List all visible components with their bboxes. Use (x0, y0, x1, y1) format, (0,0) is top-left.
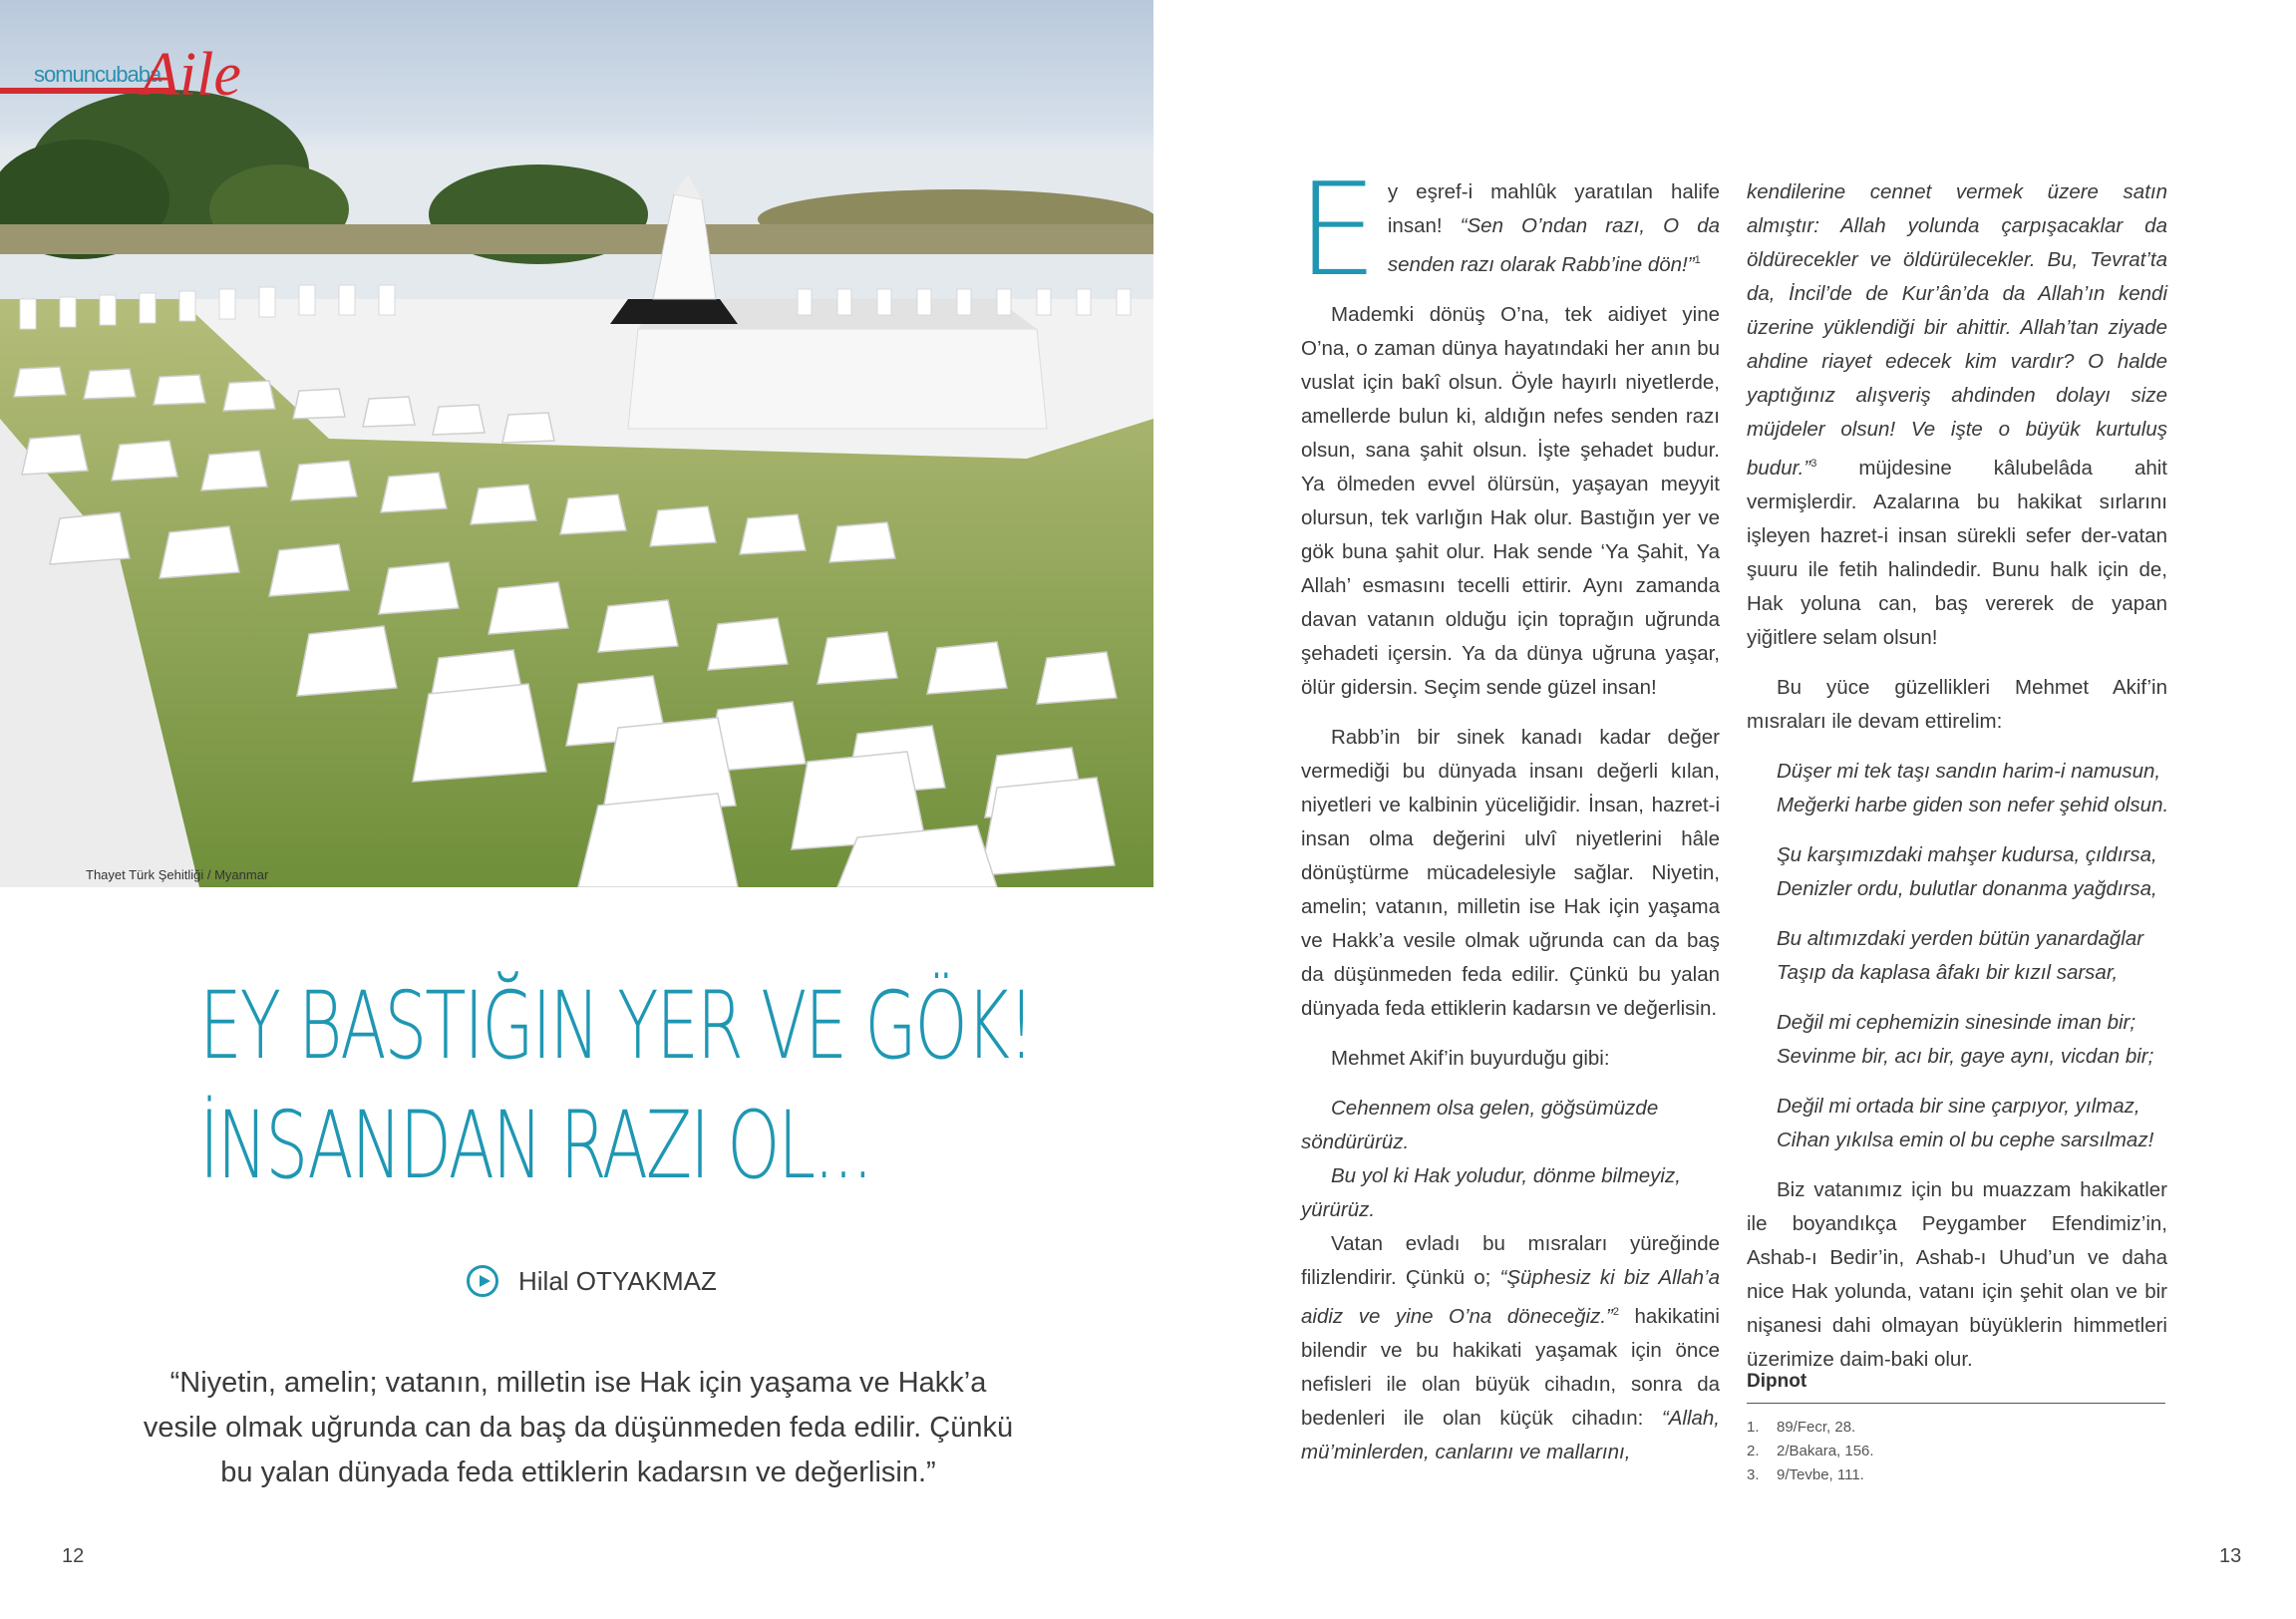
section-name: Aile (142, 41, 241, 109)
play-circle-icon (467, 1265, 498, 1297)
intro-text: y eşref-i mahlûk yaratılan halife insan! (1387, 180, 1720, 237)
poem-stanza (1301, 1092, 1720, 1227)
footnotes-title: Dipnot (1747, 1371, 2165, 1404)
poem-stanza (1747, 1090, 2167, 1157)
poem-line: Cihan yıkılsa emin ol bu cephe sarsılmaz! (1777, 1128, 2154, 1151)
footnote-item: 1. 89/Fecr, 28. (1747, 1419, 1856, 1436)
column-2 (1747, 175, 2167, 1393)
footnote-ref-1[interactable]: 1 (1694, 254, 1701, 266)
paragraph (1747, 175, 2167, 655)
footnote-ref-3[interactable]: 3 (1810, 458, 1817, 470)
footnote-item: 3. 9/Tevbe, 111. (1747, 1466, 1864, 1483)
intro-quote: “Sen O’ndan razı, O da senden razı olarak Rabb’ine dön!” (1387, 214, 1720, 276)
poem-line: Değil mi cephemizin sinesinde iman bir; (1777, 1010, 2136, 1034)
paragraph: Mehmet Akif’in buyurduğu gibi: (1331, 1046, 1610, 1070)
pull-quote: “Niyetin, amelin; vatanın, milletin ise Hak için yaşama ve Hakk’a vesile olmak uğrunda can da baş da düşünmeden feda edilir. Çünkü bu yalan dünyada feda ettiklerin kadarsın ve değerlisin.” (143, 1367, 1014, 1488)
poem-stanza (1747, 755, 2167, 822)
photo-caption: Thayet Türk Şehitliği / Myanmar (86, 867, 269, 882)
cemetery-illustration (0, 0, 1153, 887)
footnotes-list (1747, 1416, 2165, 1487)
title-line-1: EY BASTIĞIN YER VE GÖK! (199, 972, 1033, 1081)
title-line-2: İNSANDAN RAZI OL... (199, 1092, 871, 1200)
author-name: Hilal OTYAKMAZ (518, 1266, 717, 1296)
footnote-item: 2. 2/Bakara, 156. (1747, 1443, 1874, 1459)
poem-line: Denizler ordu, bulutlar donanma yağdırsa, (1777, 876, 2157, 900)
footnote-ref-2[interactable]: 2 (1612, 1305, 1619, 1318)
poem-line: Bu yol ki Hak yoludur, dönme bilmeyiz, yürürüz. (1301, 1163, 1681, 1221)
drop-cap: E (1297, 157, 1378, 305)
verse-quote: “Şüphesiz ki biz Allah’a aidiz ve yine O’na döneceğiz.” (1301, 1265, 1720, 1328)
paragraph-text: hakikatini bilendir ve bu hakikati yaşamak için önce nefisleri ile olan büyük cihadın, sonra da bedenleri ile olan küçük cihadın: (1301, 1304, 1720, 1430)
poem-line: Sevinme bir, acı bir, gaye aynı, vicdan bir; (1777, 1044, 2154, 1068)
paragraph-text: Vatan evladı bu mısraları yüreğinde filizlendirir. Çünkü o; (1301, 1231, 1720, 1289)
poem-line: Şu karşımızdaki mahşer kudursa, çıldırsa, (1777, 842, 2157, 866)
intro-paragraph (1297, 157, 1720, 305)
poem-line: Düşer mi tek taşı sandın harim-i namusun, (1777, 759, 2161, 783)
paragraph: Rabb’in bir sinek kanadı kadar değer vermediği bu dünyada insanı değerli kılan, niyetleri ve kalbinin yüceliğidir. İnsan, hazret-i insan olma değerini ulvî niyetlerini hâle dönüştürme mücadelesiyle sağlar. Niyetin, amelin; vatanın, milletin ise Hak için yaşama ve Hakk’a vesile olmak uğrunda can da baş da düşünmeden feda edilir. Çünkü bu yalan dünyada feda ettiklerin kadarsın ve değerlisin. (1301, 725, 1720, 1020)
page-number-left: 12 (62, 1545, 85, 1567)
verse-quote: “Allah, mü’minlerden, canlarını ve mallarını, (1301, 1406, 1720, 1463)
poem-stanza (1747, 922, 2167, 990)
poem-line: Değil mi ortada bir sine çarpıyor, yılmaz, (1777, 1094, 2140, 1118)
paragraph-text: müjdesine kâlubelâda ahit vermişlerdir. Azalarına bu hakikat sırlarını işleyen hazret-i insan sürekli sefer der-vatan şuuru ile fetih halindedir. Bunu halk için de, Hak yoluna can, baş vererek de yapan yiğitlere selam olsun! (1747, 456, 2167, 649)
poem-line: Bu altımızdaki yerden bütün yanardağlar (1777, 926, 2144, 950)
footnotes (1747, 1371, 2165, 1487)
verse-quote: kendilerine cennet vermek üzere satın almıştır: Allah yolunda çarpışacaklar da öldürecekler ve öldürülecekler. Bu, Tevrat’ta da, İncil’de de Kur’ân’da da Allah’ın kendi üzerine yüklendiği bir ahittir. Allah’tan ziyade ahdine riayet edecek kim vardır? O halde yaptığınız alışveriş ahdinden dolayı size müjdeler olsun! Ve işte o büyük kurtuluş budur.” (1747, 180, 2167, 480)
column-1 (1297, 157, 1720, 1485)
paragraph: Mademki dönüş O’na, tek aidiyet yine O’na, o zaman dünya hayatındaki her anın bu vuslat için bakî olsun. Öyle hayırlı niyetlerde, amellerde bulun ki, aldığın nefes senden razı olsun, sana şahit olsun. İşte şehadet budur. Ya ölmeden evvel ölürsün, yaşayan meyyit olursun, tek varlığın Hak olur. Bastığın yer ve gök buna şahit olur. Hak sende ‘Ya Şahit, Ya Allah’ esmasını tecelli ettirir. Aynı zamanda davan vatanın olduğu için toprağın uğrunda şehadeti içersin. Ya da dünya uğruna yaşar, ölür gidersin. Seçim sende güzel insan! (1301, 302, 1720, 699)
paragraph: Bu yüce güzellikleri Mehmet Akif’in mısraları ile devam ettirelim: (1747, 675, 2167, 733)
poem-line: Taşıp da kaplasa âfakı bir kızıl sarsar, (1777, 960, 2119, 984)
paragraph: Biz vatanımız için bu muazzam hakikatler ile boyandıkça Peygamber Efendimiz’in, Ashab-ı Bedir’in, Ashab-ı Uhud’un ve daha nice Hak yolunda, vatanı için şehit olan ve bir nişanesi dahi olmayan büyüklerin himmetleri üzerimize daim-baki olur. (1747, 1177, 2167, 1371)
cemetery-photo (0, 0, 1153, 887)
article-title (199, 967, 1033, 1206)
poem-stanza (1747, 838, 2167, 906)
magazine-brand (0, 41, 259, 109)
page-number-right: 13 (2219, 1545, 2242, 1567)
poem-line: Cehennem olsa gelen, göğsümüzde söndürürüz. (1301, 1096, 1659, 1153)
brand-name: somuncubaba (34, 62, 162, 87)
poem-stanza (1747, 1006, 2167, 1074)
poem-line: Meğerki harbe giden son nefer şehid olsun. (1777, 793, 2169, 816)
paragraph (1301, 1227, 1720, 1469)
